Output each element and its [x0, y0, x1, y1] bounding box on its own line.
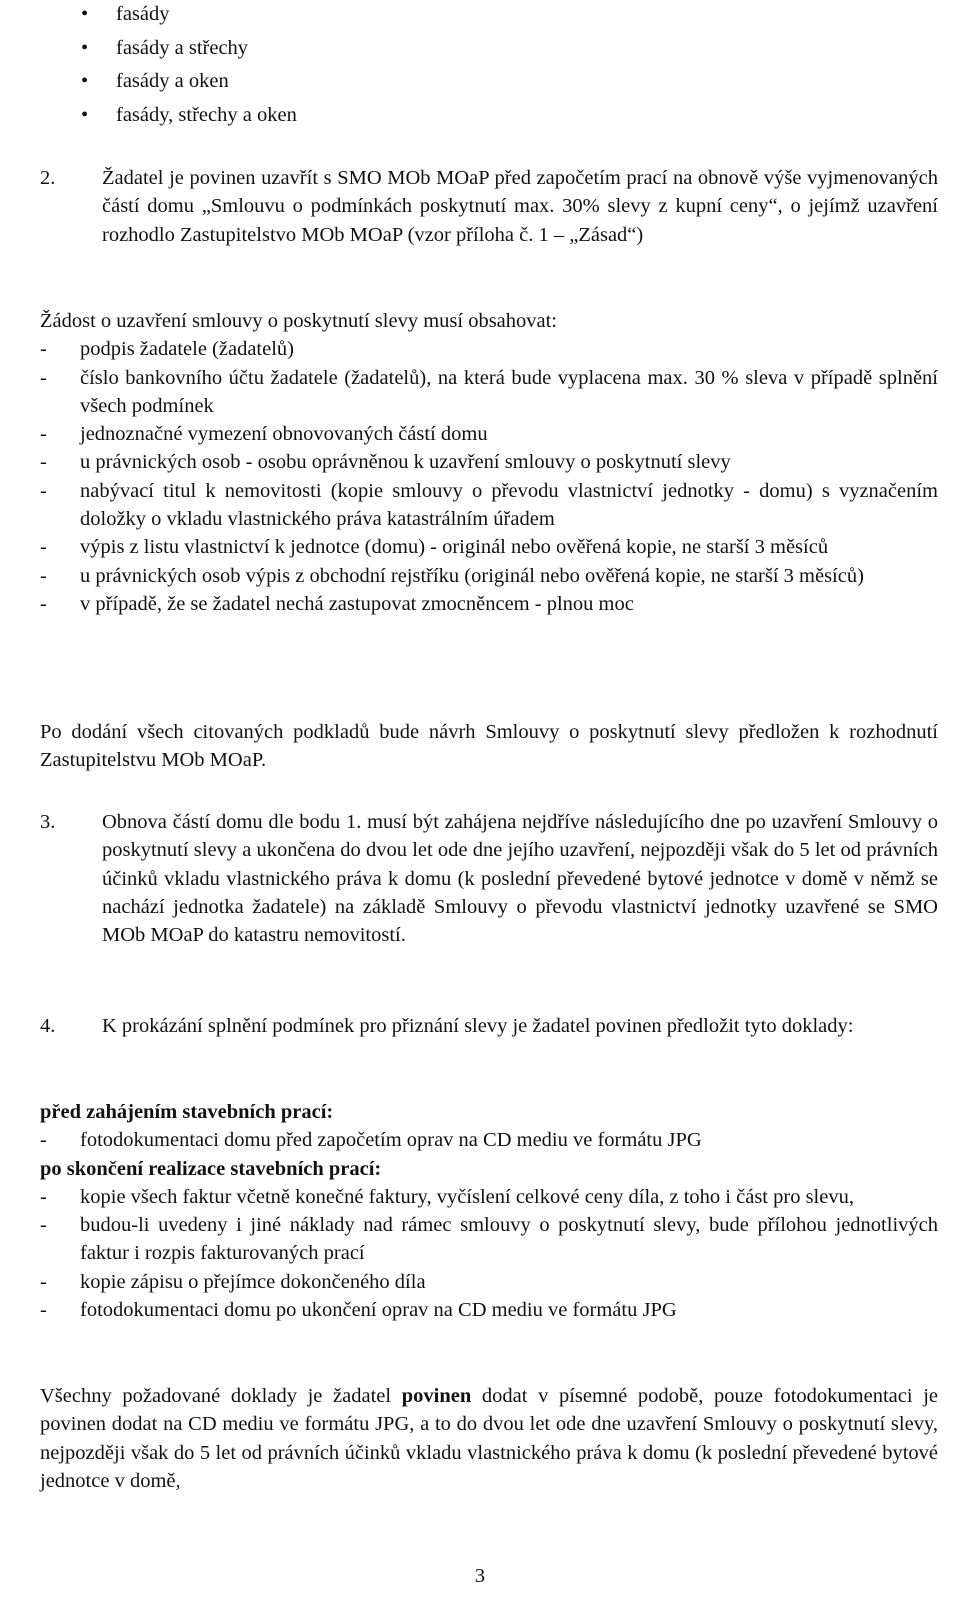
dash-icon: - — [40, 536, 47, 559]
list-item: - budou-li uvedeny i jiné náklady nad rámec smlouvy o poskytnutí slevy, bude přílohou jednotlivých faktur i rozpis fakturovaných prací — [40, 1211, 938, 1268]
bullet-list — [81, 0, 896, 132]
list-item: • fasády a oken — [116, 65, 896, 99]
dash-icon: - — [40, 1214, 47, 1237]
request-intro: Žádost o uzavření smlouvy o poskytnutí slevy musí obsahovat: — [40, 310, 558, 332]
dash-icon: - — [40, 1185, 47, 1208]
bullet-icon: • — [81, 103, 89, 126]
after-works-list — [40, 1183, 938, 1324]
item-text: Obnova částí domu dle bodu 1. musí být zahájena nejdříve následujícího dne po uzavření Smlouvy o poskytnutí slevy a ukončena do dvou let ode dne jejího uzavření, nejpozději však do 5 let od právních účinků vkladu vlastnického práva k domu (k poslední převedené bytové jednotce v domě v němž se nachází jednotka žadatele) na základě Smlouvy o převodu vlastnictví jednotky uzavřené se SMO MOb MOaP do katastru nemovitostí. — [102, 811, 938, 947]
dash-icon: - — [40, 1129, 47, 1152]
dash-icon: - — [40, 479, 47, 502]
item-number: 2. — [40, 167, 56, 189]
list-item: • fasády a střechy — [116, 32, 896, 66]
item-number: 4. — [40, 1015, 56, 1037]
list-item: - u právnických osob výpis z obchodní rejstříku (originál nebo ověřená kopie, ne starší 3 měsíců) — [40, 562, 938, 590]
list-item: - výpis z listu vlastnictví k jednotce (domu) - originál nebo ověřená kopie, ne starší 3 měsíců — [40, 533, 938, 561]
bullet-icon: • — [81, 70, 89, 92]
dash-icon: - — [40, 592, 47, 615]
numbered-item — [40, 1012, 938, 1040]
numbered-item — [40, 164, 938, 249]
dash-icon: - — [40, 1299, 47, 1322]
list-item: - jednoznačné vymezení obnovovaných částí domu — [40, 420, 938, 448]
request-closing — [40, 718, 938, 775]
item-number: 3. — [40, 811, 56, 833]
final-paragraph — [40, 1382, 938, 1495]
list-item: - podpis žadatele (žadatelů) — [40, 335, 938, 363]
closing-text: Po dodání všech citovaných podkladů bude návrh Smlouvy o poskytnutí slevy předložen k rozhodnutí Zastupitelstvu MOb MOaP. — [40, 721, 938, 772]
before-works-list — [40, 1126, 938, 1154]
page-number: 3 — [474, 1565, 486, 1587]
list-item: • fasády, střechy a oken — [116, 99, 896, 133]
dash-icon: - — [40, 1270, 47, 1293]
section-4 — [40, 1012, 938, 1040]
dash-icon: - — [40, 423, 47, 446]
final-text: Všechny požadované doklady je žadatel povinen dodat v písemné podobě, pouze fotodokumentaci je povinen dodat na CD mediu ve formátu JPG, a to do dvou let ode dne uzavření Smlouvy o poskytnutí slevy, nejpozději však do 5 let od právních účinků vkladu vlastnického práva k domu (k poslední převedené bytové jednotce v domě, — [40, 1385, 938, 1492]
list-item: - nabývací titul k nemovitosti (kopie smlouvy o převodu vlastnictví jednotky - domu) s vyznačením doložky o vkladu vlastnického práva katastrálním úřadem — [40, 477, 938, 534]
bullet-icon: • — [81, 3, 89, 25]
list-item: - u právnických osob - osobu oprávněnou k uzavření smlouvy o poskytnutí slevy — [40, 448, 938, 476]
dash-icon: - — [40, 564, 47, 587]
bullet-icon: • — [81, 36, 89, 59]
numbered-item — [40, 808, 938, 949]
list-item: - číslo bankovního účtu žadatele (žadatelů), na která bude vyplacena max. 30 % sleva v případě splnění všech podmínek — [40, 364, 938, 421]
list-item: - v případě, že se žadatel nechá zastupovat zmocněncem - plnou moc — [40, 590, 938, 618]
dash-icon: - — [40, 338, 47, 361]
item-text: Žadatel je povinen uzavřít s SMO MOb MOaP před započetím prací na obnově výše vyjmenovaných částí domu „Smlouvu o podmínkách poskytnutí max. 30% slevy z kupní ceny“, o jejímž uzavření rozhodlo Zastupitelstvo MOb MOaP (vzor příloha č. 1 – „Zásad“) — [102, 167, 938, 246]
after-works-heading: po skončení realizace stavebních prací: — [40, 1157, 382, 1180]
list-item: • fasády — [116, 0, 896, 32]
dash-icon: - — [40, 366, 47, 389]
list-item: - fotodokumentaci domu před započetím oprav na CD mediu ve formátu JPG — [40, 1126, 938, 1154]
section-2 — [40, 164, 938, 249]
before-works-heading: před zahájením stavebních prací: — [40, 1101, 334, 1123]
request-list — [40, 335, 938, 618]
list-item: - fotodokumentaci domu po ukončení oprav na CD mediu ve formátu JPG — [40, 1296, 938, 1324]
list-item: - kopie zápisu o přejímce dokončeného díla — [40, 1268, 938, 1296]
request-requirements — [40, 307, 938, 618]
emphasis-povinen: povinen — [401, 1385, 472, 1407]
dash-icon: - — [40, 451, 47, 474]
required-documents — [40, 1098, 938, 1324]
list-item: - kopie všech faktur včetně konečné faktury, vyčíslení celkové ceny díla, z toho i část pro slevu, — [40, 1183, 938, 1211]
item-text: K prokázání splnění podmínek pro přiznání slevy je žadatel povinen předložit tyto doklady: — [102, 1015, 854, 1037]
section-3 — [40, 808, 938, 949]
